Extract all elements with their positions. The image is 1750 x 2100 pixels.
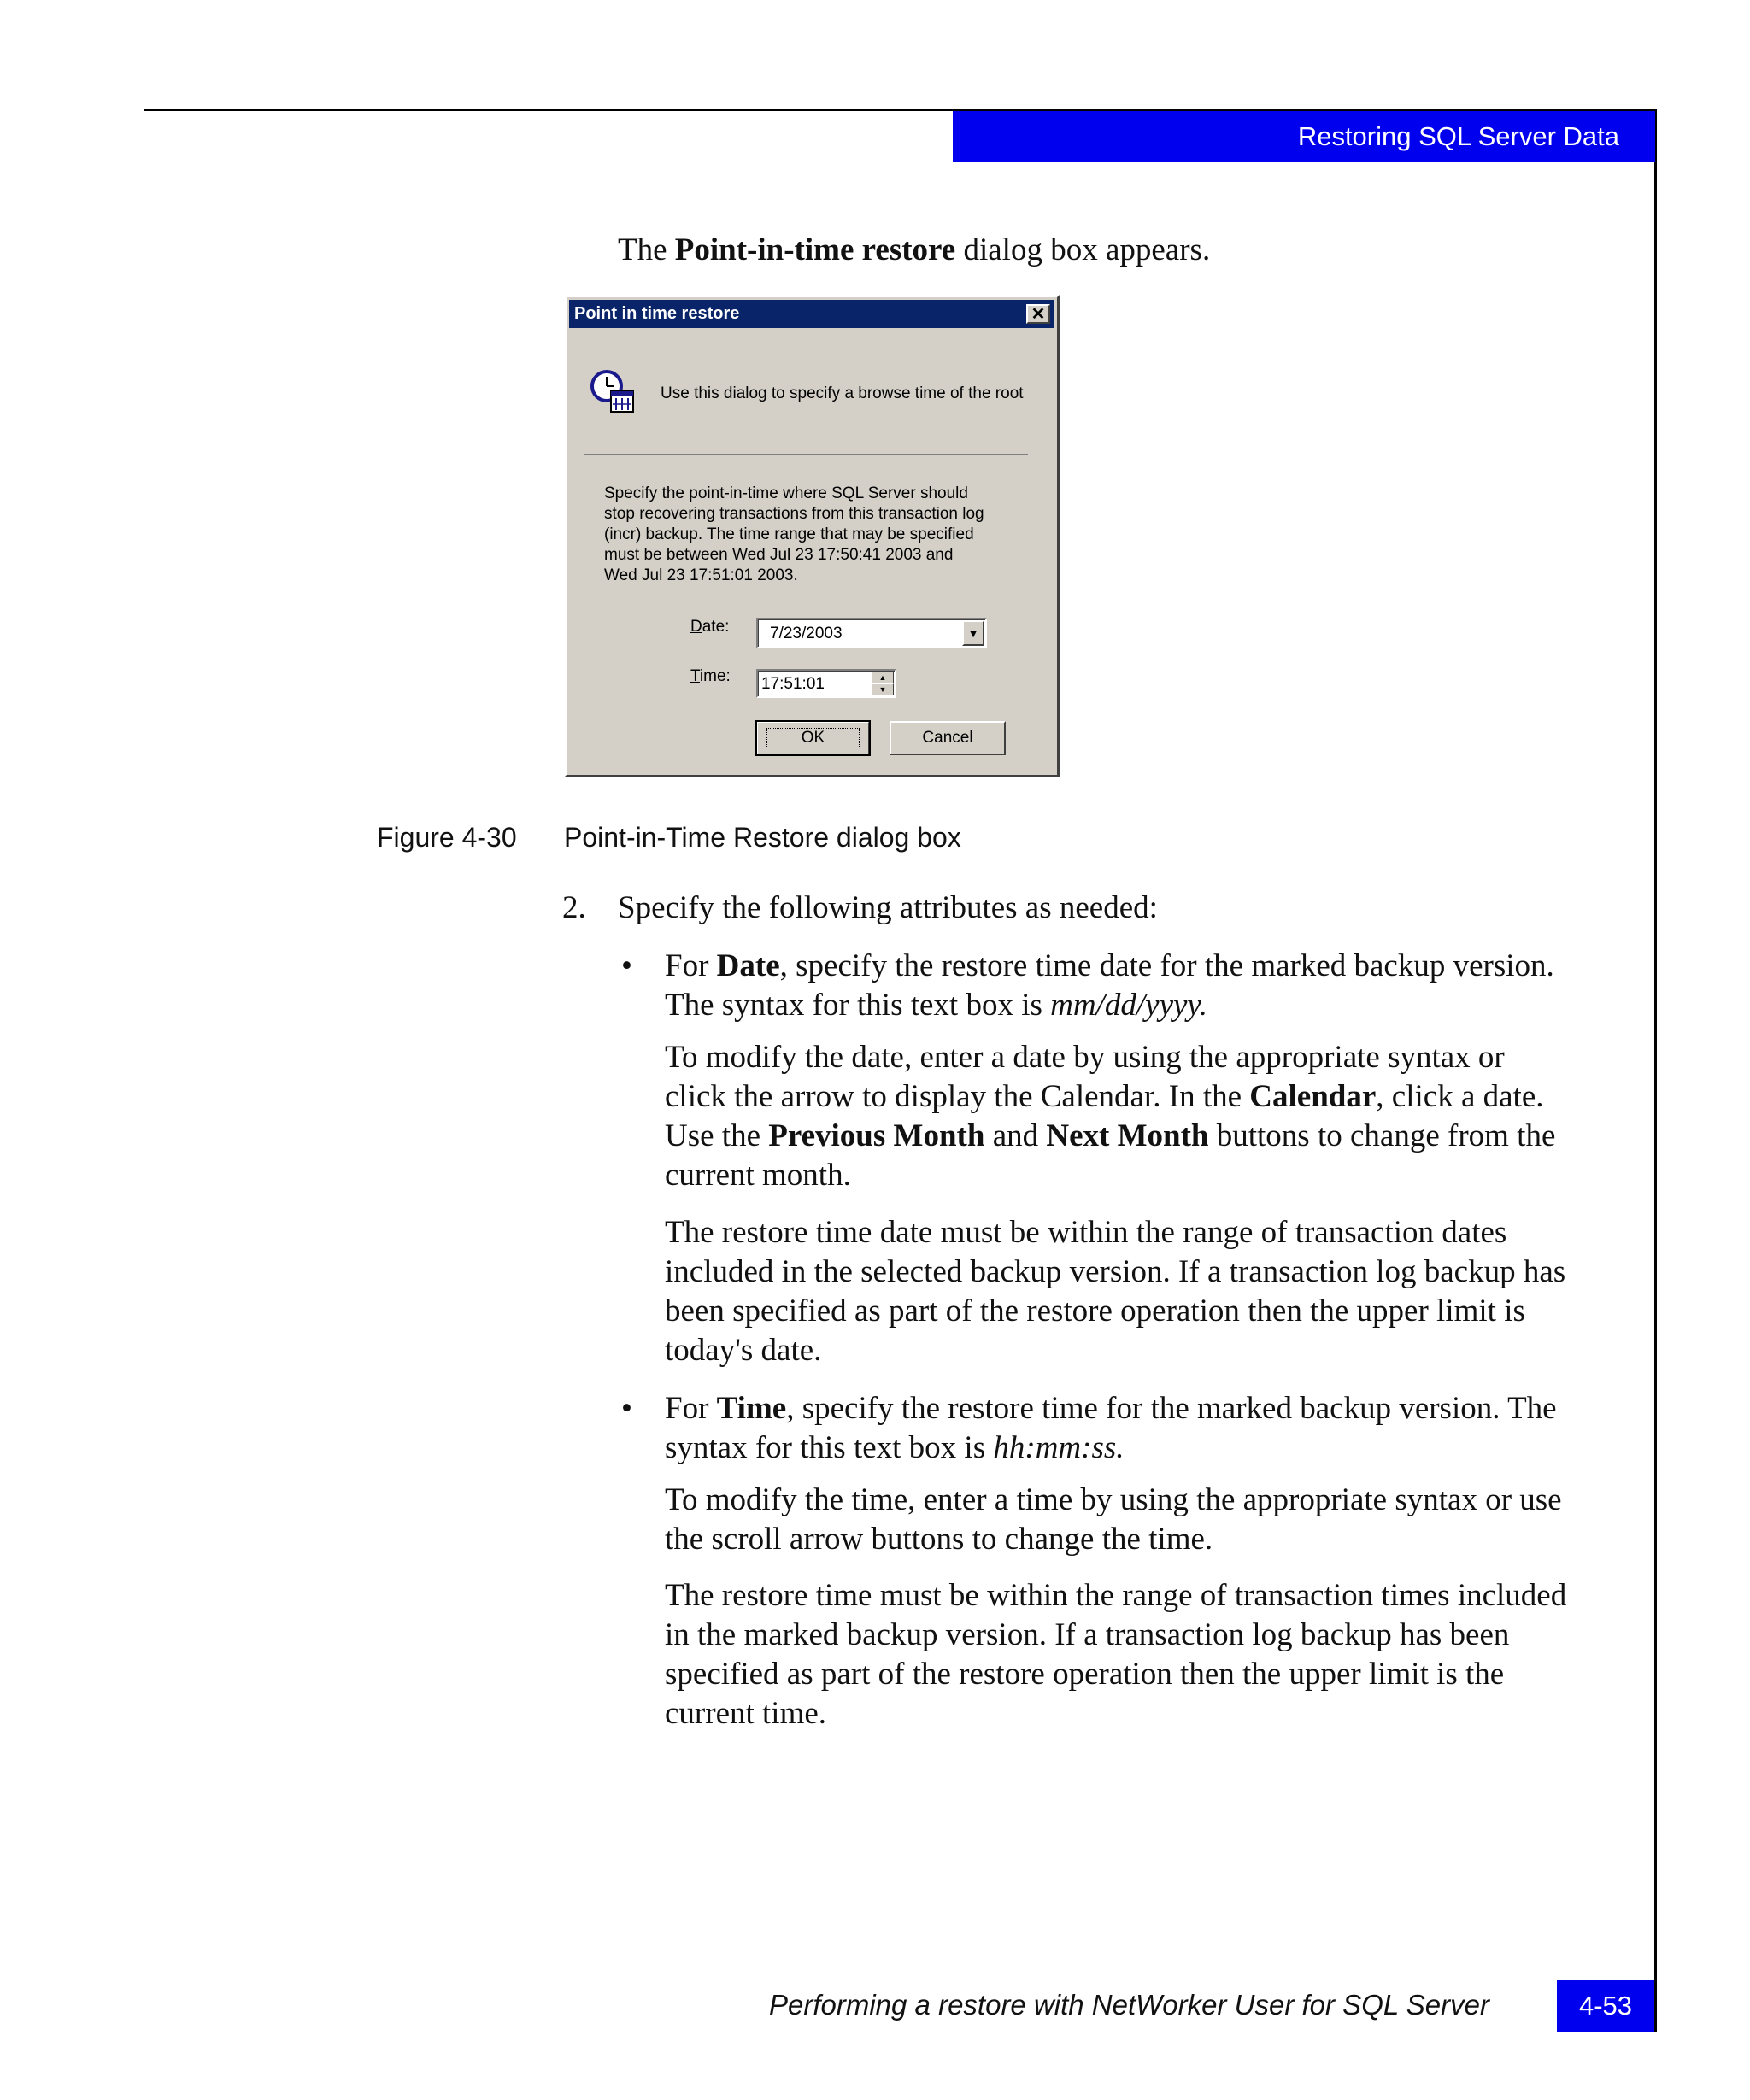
dialog-separator [584, 454, 1028, 455]
dialog-header-text: Use this dialog to specify a browse time of the root [661, 384, 1024, 402]
arrow-down-icon: ▼ [878, 685, 887, 694]
figure-number: Figure 4-30 [377, 822, 517, 853]
syntax-format: hh:mm:ss. [993, 1430, 1125, 1465]
description-line: (incr) backup. The time range that may be specified [604, 525, 974, 543]
close-icon: ✕ [1031, 304, 1046, 324]
time-modify-paragraph: To modify the time, enter a time by using the appropriate syntax or use the scroll arrow buttons to change the time. [665, 1482, 1562, 1557]
date-modify-paragraph [665, 1038, 1571, 1195]
text-run: For [665, 948, 717, 983]
step-text: Specify the following attributes as needed: [618, 890, 1158, 925]
description-line: must be between Wed Jul 23 17:50:41 2003 and [604, 546, 954, 564]
description-line: Specify the point-in-time where SQL Server should [604, 484, 968, 502]
bold-term: Next Month [1046, 1118, 1209, 1153]
time-spin-buttons [872, 672, 894, 695]
intro-bold: Point-in-time restore [674, 232, 956, 267]
bold-term: Date [716, 948, 780, 983]
time-label-rest: ime: [699, 667, 731, 685]
bullet: • [621, 948, 632, 983]
ok-label: OK [766, 728, 860, 748]
arrow-up-icon: ▲ [878, 673, 887, 682]
cancel-label: Cancel [922, 729, 973, 747]
close-button[interactable] [1026, 304, 1050, 324]
ok-button[interactable] [756, 721, 870, 755]
page-number-text: 4-53 [1578, 1991, 1633, 2021]
text-run: , click a date. Use the [665, 1079, 1544, 1153]
intro-sentence [618, 231, 1210, 270]
page-number [1557, 1980, 1654, 2032]
intro-post: dialog box appears. [955, 232, 1211, 267]
spin-down-button[interactable] [872, 683, 894, 695]
time-label [690, 667, 731, 686]
time-range-paragraph: The restore time must be within the range of transaction times included in the marked backup version. If a transaction log backup has been specified as part of the restore operation then the upper limit is the current time. [665, 1578, 1567, 1731]
time-spinner[interactable] [756, 669, 896, 698]
date-label [690, 618, 729, 636]
figure-title: Point-in-Time Restore dialog box [564, 822, 961, 853]
bullet: • [621, 1391, 632, 1426]
intro-pre: The [618, 232, 675, 267]
text-run: , specify the restore time for the marked backup version. The syntax for this text box is [665, 1391, 1557, 1465]
syntax-format: mm/dd/yyyy. [1050, 988, 1208, 1023]
text-run: buttons to change from the current month. [665, 1118, 1556, 1193]
text-run: To modify the date, enter a date by using the appropriate syntax or click the arrow to display the Calendar. In the [665, 1040, 1505, 1114]
section-title: Restoring SQL Server Data [1297, 121, 1619, 151]
bold-term: Time [716, 1391, 787, 1426]
footer-title: Performing a restore with NetWorker User for SQL Server [769, 1989, 1489, 2021]
time-label-accel: T [690, 667, 700, 685]
page-edge-rule [1654, 109, 1657, 2032]
description-line: Wed Jul 23 17:51:01 2003. [604, 566, 798, 584]
cancel-button[interactable] [890, 721, 1006, 755]
date-lead-paragraph [665, 947, 1571, 1025]
date-value: 7/23/2003 [770, 625, 843, 642]
description-line: stop recovering transactions from this transaction log [604, 505, 984, 523]
text-run: , specify the restore time date for the marked backup version. The syntax for this text box is [665, 948, 1554, 1023]
date-label-accel: D [690, 618, 702, 636]
date-dropdown[interactable] [756, 618, 987, 648]
time-lead-paragraph [665, 1389, 1571, 1468]
text-run: For [665, 1391, 717, 1426]
chevron-down-icon: ▼ [967, 626, 979, 640]
date-dropdown-button[interactable] [962, 620, 984, 646]
clock-calendar-icon [589, 367, 637, 415]
text-run: and [984, 1118, 1047, 1153]
point-in-time-dialog [564, 295, 1060, 777]
bold-term: Calendar [1249, 1079, 1377, 1114]
date-range-paragraph: The restore time date must be within the range of transaction dates included in the selected backup version. If a transaction log backup has been specified as part of the restore operation then the upper limit is today's date. [665, 1215, 1566, 1368]
dialog-description [604, 484, 1014, 586]
section-header-tab [953, 111, 1655, 162]
spin-up-button[interactable] [872, 672, 894, 683]
date-label-rest: ate: [702, 618, 730, 636]
time-value: 17:51:01 [761, 675, 825, 693]
dialog-title: Point in time restore [574, 304, 740, 323]
bold-term: Previous Month [768, 1118, 985, 1153]
dialog-titlebar [569, 300, 1054, 328]
step-number: 2. [562, 890, 586, 925]
